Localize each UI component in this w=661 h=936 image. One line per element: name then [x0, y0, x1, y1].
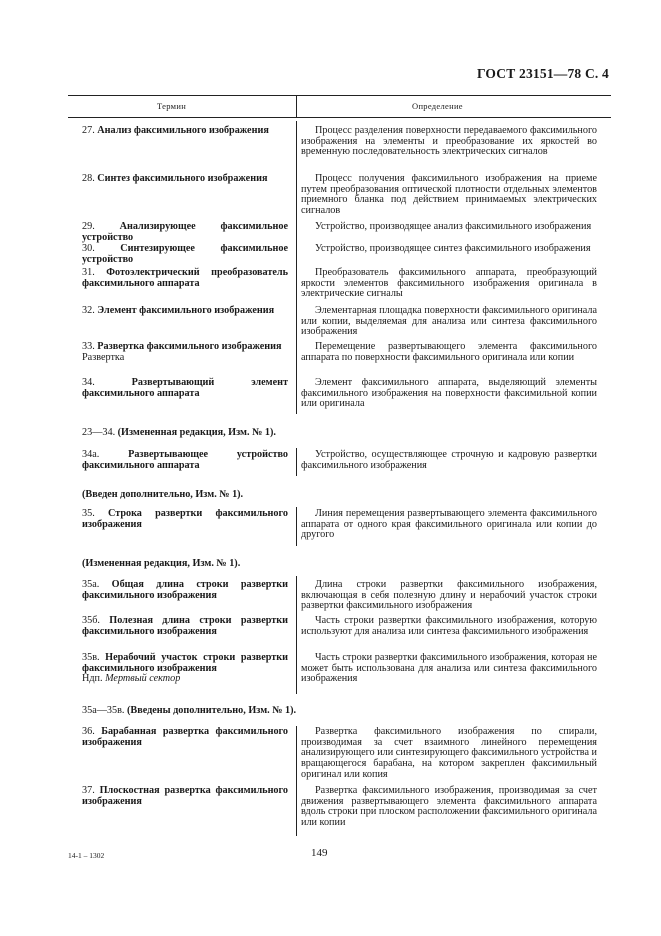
- table-row-definition: Развертка факсимильного изображения по спирали, производимая за счет взаимного линейного перемещения анализирующего или синтезирующего факсимильного устройства и вращающегося барабана, на котором закреплен факсимильный оригинал или копия: [301, 726, 597, 780]
- term-synonym: Развертка: [82, 351, 125, 363]
- table-row-term: 33. Развертка факсимильного изображения Развертка: [82, 342, 288, 363]
- column-header-definition: Определение: [412, 101, 463, 111]
- table-row-term: 36. Барабанная развертка факсимильного изображения: [82, 726, 288, 748]
- amendment-note: (Введен дополнительно, Изм. № 1).: [82, 489, 244, 500]
- column-divider: [296, 726, 297, 836]
- table-row-definition: Процесс разделения поверхности передаваемого факсимильного изображения на элементы и преобразование их яркостей во временную последовательность электрических сигналов: [301, 125, 597, 158]
- table-row-definition: Элемент факсимильного аппарата, выделяющий элементы факсимильного изображения на поверхности факсимильной копии или оригинала: [301, 377, 597, 410]
- table-row-definition: Часть строки развертки факсимильного изображения, которую используют для анализа или синтеза факсимильного изображения: [301, 615, 597, 637]
- table-row-definition: Развертка факсимильного изображения, производимая за счет движения развертывающего элемента факсимильного аппарата вдоль строки при плоском расположении факсимильного оригинала или копии: [301, 785, 597, 829]
- document-header: ГОСТ 23151—78 С. 4: [476, 66, 609, 81]
- table-row-term: 34. Развертывающий элемент факсимильного аппарата: [82, 377, 289, 399]
- table-top-rule: [68, 95, 611, 96]
- column-header-term: Термин: [157, 101, 187, 111]
- table-row-definition: Процесс получения факсимильного изображения на приеме путем преобразования оптической плотности отдельных элементов приемного бланка под действием принимаемых электрических сигналов: [301, 173, 597, 217]
- table-row-definition: Устройство, осуществляющее строчную и кадровую развертки факсимильного изображения: [301, 449, 597, 471]
- column-divider: [296, 95, 297, 117]
- column-divider: [296, 121, 297, 414]
- print-code: 14-1 – 1302: [68, 851, 105, 860]
- table-row-term: 35б. Полезная длина строки развертки факсимильного изображения: [82, 615, 288, 637]
- table-row-term: 29. Анализирующее факсимильное устройство: [82, 221, 289, 243]
- amendment-note: 35а—35в. (Введены дополнительно, Изм. № 1).: [82, 705, 297, 716]
- column-divider: [296, 448, 297, 476]
- table-row-definition: Преобразователь факсимильного аппарата, преобразующий яркости элементов факсимильного изображения оригинала в электрические сигналы: [301, 267, 597, 300]
- amendment-note: 23—34. (Измененная редакция, Изм. № 1).: [82, 427, 276, 438]
- column-divider: [296, 576, 297, 694]
- table-row-definition: Элементарная площадка поверхности факсимильного оригинала или копии, выделяемая для анализа или синтеза факсимильного изображения: [301, 305, 597, 338]
- table-row-term: 35а. Общая длина строки развертки факсимильного изображения: [82, 579, 288, 601]
- table-row-definition: Часть строки развертки факсимильного изображения, которая не может быть использована для анализа или синтеза факсимильного изображения: [301, 652, 597, 685]
- table-row-definition: Линия перемещения развертывающего элемента факсимильного аппарата от одного края факсимильного оригинала или копии до другого: [301, 508, 597, 541]
- table-row-term: 32. Элемент факсимильного изображения: [82, 305, 275, 316]
- table-row-term: 37. Плоскостная развертка факсимильного изображения: [82, 785, 288, 807]
- table-row-definition: Перемещение развертывающего элемента факсимильного аппарата по поверхности факсимильного оригинала или копии: [301, 341, 597, 363]
- table-row-term: 27. Анализ факсимильного изображения: [82, 125, 269, 136]
- table-row-term: 31. Фотоэлектрический преобразователь факсимильного аппарата: [82, 267, 288, 289]
- table-row-term: 28. Синтез факсимильного изображения: [82, 173, 268, 184]
- table-row-term: 34а. Развертывающее устройство факсимильного аппарата: [82, 449, 289, 471]
- table-row-definition: Устройство, производящее анализ факсимильного изображения: [315, 221, 592, 232]
- column-divider: [296, 507, 297, 546]
- page-number: 149: [311, 847, 328, 859]
- term-deprecated: Ндп. Мертвый сектор: [82, 673, 181, 685]
- table-row-term: 30. Синтезирующее факсимильное устройство: [82, 243, 289, 265]
- table-row-term: 35в. Нерабочий участок строки развертки факсимильного изображения Ндп. Мертвый сектор: [82, 652, 288, 685]
- table-row-term: 35. Строка развертки факсимильного изображения: [82, 508, 288, 530]
- table-header-rule: [68, 117, 611, 118]
- table-row-definition: Устройство, производящее синтез факсимильного изображения: [315, 243, 591, 254]
- table-row-definition: Длина строки развертки факсимильного изображения, включающая в себя полезную длину и нерабочий участок строки развертки факсимильного изображения: [301, 579, 597, 612]
- amendment-note: (Измененная редакция, Изм. № 1).: [82, 558, 241, 569]
